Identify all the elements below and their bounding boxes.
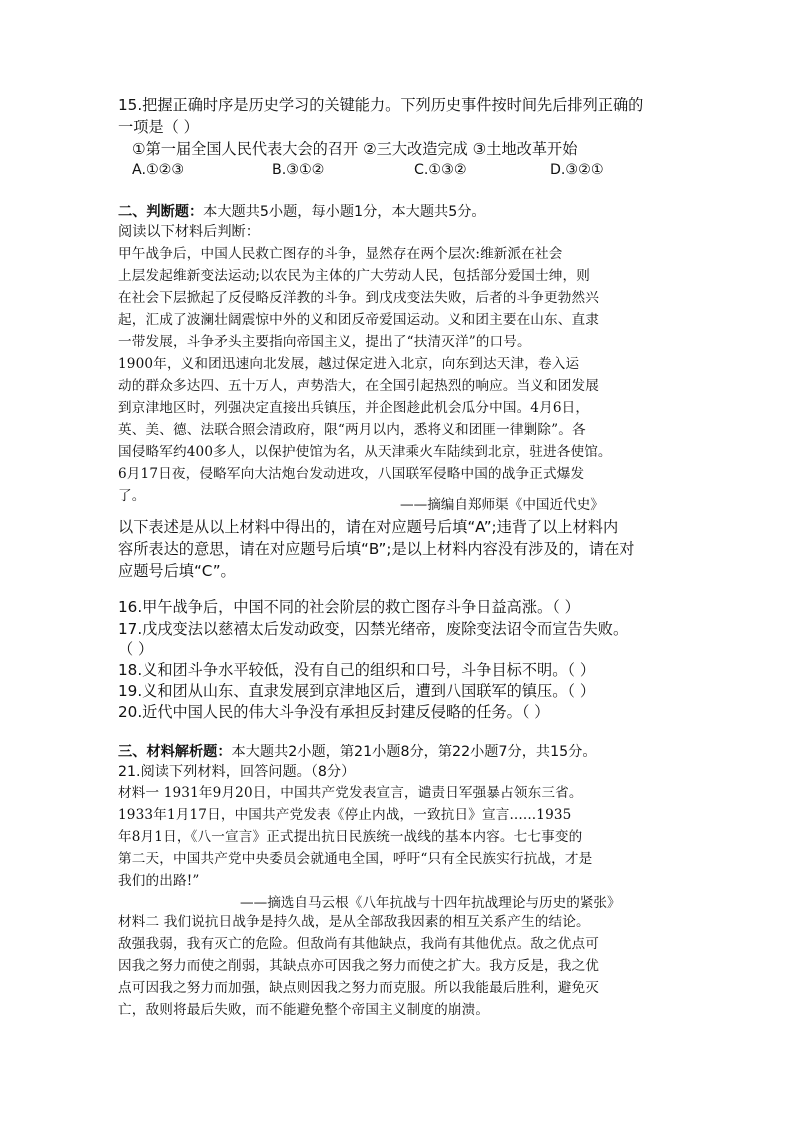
q15-option-d[interactable]: D.③②① bbox=[550, 162, 604, 178]
material2-line: 亡，敌则将最后失败，而不能避免整个帝国主义制度的崩溃。 bbox=[118, 1002, 490, 1018]
material1-line: 材料一 1931年9月20日，中国共产党发表宣言，谴责日军强暴占领东三省。 bbox=[118, 785, 583, 801]
section2-instruction-line: 以下表述是从以上材料中得出的，请在对应题号后填“A”;违背了以上材料内 bbox=[118, 518, 619, 536]
q21-stem: 21.阅读下列材料，回答问题。（8分） bbox=[118, 764, 356, 780]
q15-events: ①第一届全国人民代表大会的召开 ②三大改造完成 ③土地改革开始 bbox=[132, 140, 578, 158]
material2-line: 材料二 我们说抗日战争是持久战，是从全部敌我因素的相互关系产生的结论。 bbox=[118, 914, 590, 930]
q15-options bbox=[132, 160, 692, 180]
material-line: 在社会下层掀起了反侵略反洋教的斗争。到戊戌变法失败，后者的斗争更勃然兴 bbox=[118, 290, 600, 306]
section2-heading-title: 二、判断题： bbox=[118, 204, 204, 220]
material-line: 动的群众多达四、五十万人，声势浩大，在全国引起热烈的响应。当义和团发展 bbox=[118, 378, 600, 394]
material-line: 国侵略军约400多人，以保护使馆为名，从天津乘火车陆续到北京，驻进各使馆。 bbox=[118, 444, 612, 460]
q17-statement: 17.戊戌变法以慈禧太后发动政变，囚禁光绪帝，废除变法诏令而宣告失败。 bbox=[118, 620, 629, 638]
section3-heading-desc: 本大题共2小题，第21小题8分，第22小题7分，共15分。 bbox=[231, 744, 597, 760]
q15-option-a[interactable]: A.①②③ bbox=[132, 162, 185, 178]
section2-source: ——摘编自郑师渠《中国近代史》 bbox=[400, 497, 604, 513]
material-line: 起，汇成了波澜壮阔震惊中外的义和团反帝爱国运动。义和团主要在山东、直隶 bbox=[118, 312, 600, 328]
q16-statement: 16.甲午战争后，中国不同的社会阶层的救亡图存斗争日益高涨。（ ） bbox=[118, 598, 580, 616]
material-line: 了。 bbox=[118, 488, 146, 504]
material1-line: 第二天，中国共产党中央委员会就通电全国，呼吁“只有全民族实行抗战，才是 bbox=[118, 851, 593, 867]
q15-option-b[interactable]: B.③①② bbox=[272, 162, 325, 178]
q18-statement: 18.义和团斗争水平较低，没有自己的组织和口号，斗争目标不明。（ ） bbox=[118, 661, 596, 679]
material1-line: 我们的出路!” bbox=[118, 873, 200, 889]
q17-answer-blank[interactable]: （ ） bbox=[118, 640, 154, 658]
material2-line: 敌强我弱，我有灭亡的危险。但敌尚有其他缺点，我尚有其他优点。敌之优点可 bbox=[118, 936, 600, 952]
section2-heading-desc: 本大题共5小题，每小题1分，本大题共5分。 bbox=[203, 204, 486, 220]
section2-heading bbox=[118, 202, 486, 222]
material1-source: ——摘选自马云根《八年抗战与十四年抗战理论与历史的紧张》 bbox=[240, 895, 621, 911]
material-line: 甲午战争后，中国人民救亡图存的斗争，显然存在两个层次:维新派在社会 bbox=[118, 246, 563, 262]
q15-stem-line2: 一项是（ ） bbox=[118, 118, 199, 136]
material2-line: 因我之努力而使之削弱，其缺点亦可因我之努力而使之扩大。我方反是，我之优 bbox=[118, 958, 600, 974]
section3-heading-title: 三、材料解析题： bbox=[118, 744, 232, 760]
material1-line: 1933年1月17日，中国共产党发表《停止内战，一致抗日》宣言......1935 bbox=[118, 807, 572, 823]
section2-instruction-line: 容所表达的意思，请在对应题号后填“B”;是以上材料内容没有涉及的，请在对 bbox=[118, 540, 635, 558]
material1-line: 年8月1日，《八一宣言》正式提出抗日民族统一战线的基本内容。七七事变的 bbox=[118, 829, 583, 845]
section2-intro: 阅读以下材料后判断： bbox=[118, 224, 260, 240]
material-line: 上层发起维新变法运动;以农民为主体的广大劳动人民，包括部分爱国士绅，则 bbox=[118, 268, 591, 284]
q19-statement: 19.义和团从山东、直隶发展到京津地区后，遭到八国联军的镇压。（ ） bbox=[118, 682, 596, 700]
q20-statement: 20.近代中国人民的伟大斗争没有承担反封建反侵略的任务。（ ） bbox=[118, 703, 550, 721]
material-line: 1900年，义和团迅速向北发展，越过保定进入北京，向东到达天津，卷入运 bbox=[118, 356, 580, 372]
material2-line: 点可因我之努力而加强，缺点则因我之努力而克服。所以我能最后胜利，避免灭 bbox=[118, 980, 600, 996]
material-line: 6月17日夜，侵略军向大沽炮台发动进攻，八国联军侵略中国的战争正式爆发 bbox=[118, 466, 585, 482]
q15-stem-line1: 15.把握正确时序是历史学习的关键能力。下列历史事件按时间先后排列正确的 bbox=[118, 96, 644, 114]
section2-instruction-line: 应题号后填“C”。 bbox=[118, 562, 236, 580]
material-line: 英、美、德、法联合照会清政府，限“两月以内，悉将义和团匪一律剿除”。各 bbox=[118, 422, 586, 438]
material-line: 到京津地区时，列强决定直接出兵镇压，并企图趁此机会瓜分中国。4月6日， bbox=[118, 400, 590, 416]
section3-heading bbox=[118, 742, 597, 762]
material-line: 一带发展，斗争矛头主要指向帝国主义，提出了“扶清灭洋”的口号。 bbox=[118, 334, 531, 350]
q15-option-c[interactable]: C.①③② bbox=[414, 162, 467, 178]
